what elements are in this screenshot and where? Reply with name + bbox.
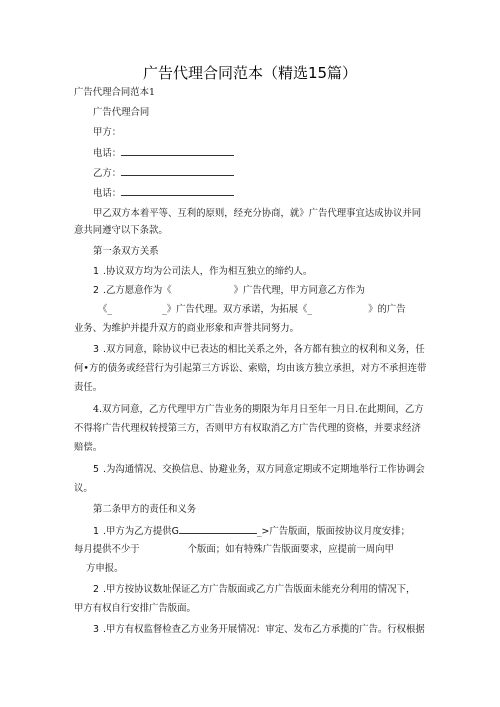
- clause-2-2-line-1: [93, 584, 415, 596]
- party-b-blank: [121, 166, 234, 176]
- clause-text: .双方同意，除协议中已表达的相比关系之外，各方都有独立的权利和义务，任: [102, 344, 425, 355]
- intro-line-1: 甲乙双方本着平等、互利的原则，经充分协商，就》广告代理事宜达成协议并同: [93, 208, 422, 219]
- contract-heading: 广告代理合同: [93, 107, 150, 118]
- clause-text: .甲方有权监督检查乙方业务开展情况：审定、发布乙方承揽的广告。行权根据: [102, 624, 425, 635]
- clause-1-3-line-3: 责任。: [74, 382, 103, 393]
- clause-text: .乙方愿意作为《: [102, 285, 172, 296]
- party-b-row: [93, 166, 234, 180]
- clause-text: .协议双方均为公司法人，作为相互独立的缔约人。: [102, 266, 313, 277]
- phone-2-blank: [121, 186, 234, 196]
- clause-text: 》的广告: [368, 304, 406, 315]
- phone-1-blank: [121, 146, 234, 156]
- clause-2-2-line-2: 甲方有权自行安排广告版面。: [74, 603, 196, 614]
- phone-2-label: 电话：: [93, 188, 122, 199]
- clause-1-5-line-1: [93, 464, 425, 476]
- clause-text: _》广告代理。双方承诺，为拓展《_: [162, 304, 313, 315]
- clause-text: 个版面；如有特殊广告版面要求，应提前一周向甲: [187, 544, 394, 555]
- clause-number: 1: [93, 266, 99, 277]
- clause-1-3-line-1: [93, 344, 425, 356]
- document-title: 广告代理合同范本（精选15篇）: [142, 64, 358, 82]
- clause-number: 2: [93, 285, 99, 296]
- clause-text: _>广告版面，版面按协议月度安排；: [256, 526, 411, 537]
- subtitle: 广告代理合同范本1: [74, 87, 155, 98]
- clause-text: G: [171, 526, 179, 537]
- clause-1-4-line-2: 不得将广告代理权转授第三方，否则甲方有权取消乙方广告代理的资格，并要求经济: [74, 423, 421, 434]
- clause-number: 5: [93, 464, 99, 475]
- clause-1-1: [93, 266, 312, 278]
- clause-1-2-line-1: [93, 285, 365, 297]
- clause-1-4-line-3: 赔偿。: [74, 442, 103, 453]
- clause-1-5-line-2: 议。: [74, 483, 93, 494]
- clause-2-1-line-1: [93, 524, 410, 538]
- clause-number: 2: [93, 584, 99, 595]
- phone-2-row: [93, 186, 234, 200]
- clause-text: 》广告代理，甲方同意乙方作为: [233, 285, 365, 296]
- clause-2-1-line-3: 方申报。: [86, 563, 124, 574]
- clause-1-2-line-3: 业务、为维护并提升双方的商业形象和声誉共同努力。: [74, 323, 300, 334]
- clause-text: .甲方按协议数址保证乙方广告版面或乙方广告版面未能充分利用的情况下，: [102, 584, 416, 595]
- clause-number: 3: [93, 344, 99, 355]
- intro-line-2: 意共同遵守以下条款。: [74, 225, 168, 236]
- phone-1-row: [93, 146, 234, 160]
- clause-blank: [179, 524, 257, 534]
- clause-text: .甲方为乙方提供: [102, 526, 172, 537]
- clause-text: 《_: [98, 304, 113, 315]
- section-2-heading: 第二条甲方的责任和义务: [93, 504, 197, 515]
- clause-text: 每月提供不少于: [74, 544, 140, 555]
- clause-1-3-line-2: 何•方的债务或经营行为引起第三方诉讼、索赔，均由该方独立承担，对方不承担连带: [74, 363, 427, 374]
- party-b-label: 乙方：: [93, 168, 122, 179]
- clause-1-4-line-1: 4.双方同意，乙方代理甲方广告业务的期限为年月日至年一月日.在此期间，乙方: [93, 404, 424, 415]
- clause-text: .为沟通情况、交换信息、协避业务，双方同意定期或不定期地举行工作协调会: [102, 464, 425, 475]
- clause-2-3-line-1: [93, 624, 425, 636]
- clause-2-1-line-2: [74, 544, 394, 556]
- section-1-heading: 第一条双方关系: [93, 246, 159, 257]
- clause-1-2-line-2: [98, 304, 406, 316]
- clause-number: 3: [93, 624, 99, 635]
- party-a-label: 甲方：: [93, 127, 122, 138]
- phone-1-label: 电话：: [93, 148, 122, 159]
- clause-number: 1: [93, 526, 99, 537]
